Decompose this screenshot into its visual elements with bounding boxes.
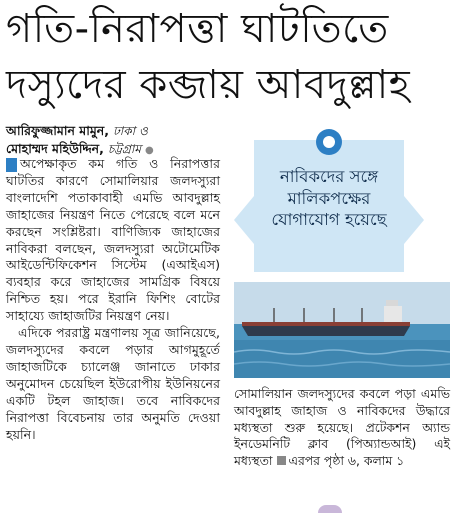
headline-line-1: গতি-নিরাপত্তা ঘাটতিতে <box>6 6 389 52</box>
author-2-location: চট্টগ্রাম <box>107 142 142 156</box>
ship-illustration <box>234 282 450 378</box>
author-1-location: ঢাকা ও <box>113 124 148 138</box>
continuation-square-icon <box>277 456 286 465</box>
infobox-left-arrow <box>234 196 254 244</box>
infobox-right-arrow <box>404 196 424 244</box>
byline <box>6 122 218 159</box>
decorative-mark <box>318 505 342 513</box>
ship-photo <box>234 282 450 378</box>
author-1-name: আরিফুজ্জামান মামুন, <box>6 123 110 138</box>
article-paragraph-2: এদিকে পররাষ্ট্র মন্ত্রণালয় সূত্র জানিয়েছে, জলদস্যুদের কবলে পড়ার আগমুহূর্তে জাহাজটিকে চ্যালেঞ্জ জানাতে ঢাকার অনুমোদন চেয়েছিল ইউরোপীয় ইউনিয়নের একটি টহল জাহাজ। তবে নাবিকদের নিরাপত্তা বিবেচনায় তার অনুমতি দেওয়া হয়নি। <box>6 325 220 442</box>
article-paragraph-1: অপেক্ষাকৃত কম গতি ও নিরাপত্তার ঘাটতির কারণে সোমালিয়ার জলদস্যুরা বাংলাদেশি পতাকাবাহী এমভি আবদুল্লাহ জাহাজের নিয়ন্ত্রণ নিতে পেরেছে বলে মনে করছেন সংশ্লিষ্টরা। বাণিজ্যিক জাহাজের নাবিকরা বলছেন, জলদস্যুরা অটোমেটিক আইডেন্টিফিকেশন সিস্টেম (এআইএস) ব্যবহার করে জাহাজের সামগ্রিক বিষয়ে নিশ্চিত হয়। পরে ইরানি ফিশিং বোটের সাহায্যে জাহাজটির নিয়ন্ত্রণ নেয়। <box>6 156 220 324</box>
dropcap-marker-icon <box>6 158 17 172</box>
continuation-note: এরপর পৃষ্ঠা ৬, কলাম ১ <box>288 453 405 469</box>
infobox-text: নাবিকদের সঙ্গে মালিকপক্ষের যোগাযোগ হয়েছে <box>271 167 387 229</box>
author-2-name: মোহাম্মদ মহিউদ্দিন, <box>6 141 104 156</box>
byline-bullet-icon: ● <box>145 145 154 156</box>
article-body <box>6 156 220 443</box>
headline-line-2: দস্যুদের কব্জায় আবদুল্লাহ <box>6 62 411 108</box>
location-pin-icon <box>316 129 342 155</box>
caption-text: সোমালিয়ান জলদস্যুদের কবলে পড়া এমভি আবদুল্লাহ জাহাজ ও নাবিকদের উদ্ধারে মধ্যস্থতা শুরু হয়েছে। প্রটেকশন অ্যান্ড ইনডেমনিটি ক্লাব (পিঅ্যান্ডআই) এই মধ্যস্থতা <box>234 386 450 469</box>
photo-caption <box>234 386 450 470</box>
